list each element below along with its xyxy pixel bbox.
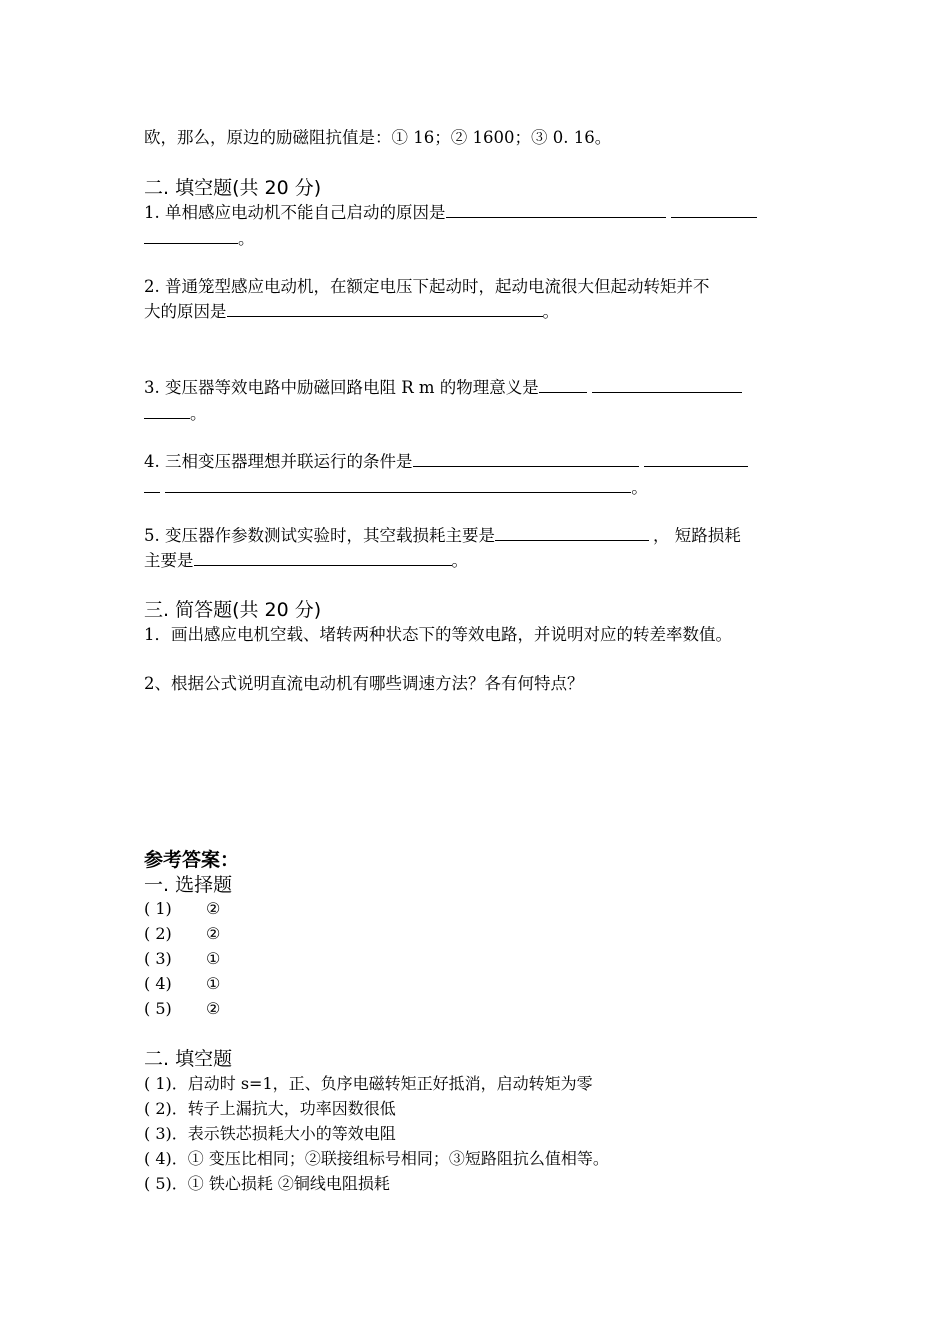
fill-q5-text-b: ， 短路损耗 [653, 526, 741, 545]
fill-question-1-cont [144, 228, 255, 250]
fill-answer-row: ( 5)．① 铁心损耗 ②铜线电阻损耗 [144, 1174, 390, 1193]
answer-blank [539, 377, 587, 393]
answer-choice: ① [206, 949, 221, 968]
fill-q2-end: 。 [542, 302, 559, 321]
answer-blank [495, 525, 649, 541]
short-question-2: 2、根据公式说明直流电动机有哪些调速方法？各有何特点？ [144, 674, 584, 693]
section-title-short-answer: 三. 简答题(共 20 分) [144, 599, 322, 621]
fill-question-3 [144, 377, 742, 399]
answer-blank [446, 202, 666, 218]
answer-blank [413, 451, 639, 467]
fill-answer-row: ( 1)．启动时 s=1，正、负序电磁转矩正好抵消，启动转矩为零 [144, 1074, 593, 1093]
answer-section-choice: 一. 选择题 [144, 874, 233, 896]
fill-question-5 [144, 525, 741, 547]
answer-row [144, 973, 220, 995]
answer-row [144, 948, 220, 970]
answer-blank [165, 477, 631, 493]
answer-choice: ② [206, 924, 221, 943]
answer-number: ( 1) [144, 899, 172, 918]
answer-key-title: 参考答案： [144, 849, 240, 871]
answer-choice: ② [206, 999, 221, 1018]
answer-number: ( 5) [144, 999, 172, 1018]
answer-number: ( 2) [144, 924, 172, 943]
answer-blank [194, 550, 452, 566]
section-title-fill-blank: 二. 填空题(共 20 分) [144, 177, 322, 199]
answer-choice: ① [206, 974, 221, 993]
answer-blank [144, 403, 190, 419]
answer-blank [144, 228, 238, 244]
fill-q4-end: 。 [631, 478, 648, 497]
fill-q2-text: 大的原因是 [144, 302, 227, 321]
fill-question-4-cont [144, 477, 648, 499]
short-question-1: 1．画出感应电机空载、堵转两种状态下的等效电路，并说明对应的转差率数值。 [144, 625, 732, 644]
fill-q1-text: 1. 单相感应电动机不能自己启动的原因是 [144, 203, 446, 222]
fill-q3-text: 3. 变压器等效电路中励磁回路电阻 R m 的物理意义是 [144, 378, 539, 397]
fill-answer-row: ( 2)．转子上漏抗大，功率因数很低 [144, 1099, 396, 1118]
fill-question-5-cont [144, 550, 468, 572]
fill-q1-end: 。 [238, 229, 255, 248]
answer-blank [227, 301, 543, 317]
answer-row [144, 923, 220, 945]
answer-number: ( 4) [144, 974, 172, 993]
answer-section-fill: 二. 填空题 [144, 1048, 233, 1070]
answer-row [144, 898, 220, 920]
answer-blank [592, 377, 742, 393]
answer-blank [644, 451, 748, 467]
fill-answer-row: ( 4)．① 变压比相同；②联接组标号相同；③短路阻抗么值相等。 [144, 1149, 609, 1168]
question-continuation: 欧，那么，原边的励磁阻抗值是：① 16；② 1600；③ 0. 16。 [144, 128, 612, 147]
answer-number: ( 3) [144, 949, 172, 968]
answer-choice: ② [206, 899, 221, 918]
answer-blank [144, 477, 160, 493]
fill-answer-row: ( 3)．表示铁芯损耗大小的等效电阻 [144, 1124, 396, 1143]
fill-question-2: 2. 普通笼型感应电动机，在额定电压下起动时，起动电流很大但起动转矩并不 [144, 277, 710, 296]
fill-q5-text-2: 主要是 [144, 551, 194, 570]
fill-q4-text: 4. 三相变压器理想并联运行的条件是 [144, 452, 413, 471]
fill-question-3-cont [144, 403, 207, 425]
fill-question-1 [144, 202, 757, 224]
fill-q5-end: 。 [451, 551, 468, 570]
fill-q3-end: 。 [190, 404, 207, 423]
fill-question-2-cont [144, 301, 559, 323]
fill-question-4 [144, 451, 748, 473]
fill-q5-text: 5. 变压器作参数测试实验时，其空载损耗主要是 [144, 526, 495, 545]
answer-blank [671, 202, 757, 218]
answer-row [144, 998, 220, 1020]
